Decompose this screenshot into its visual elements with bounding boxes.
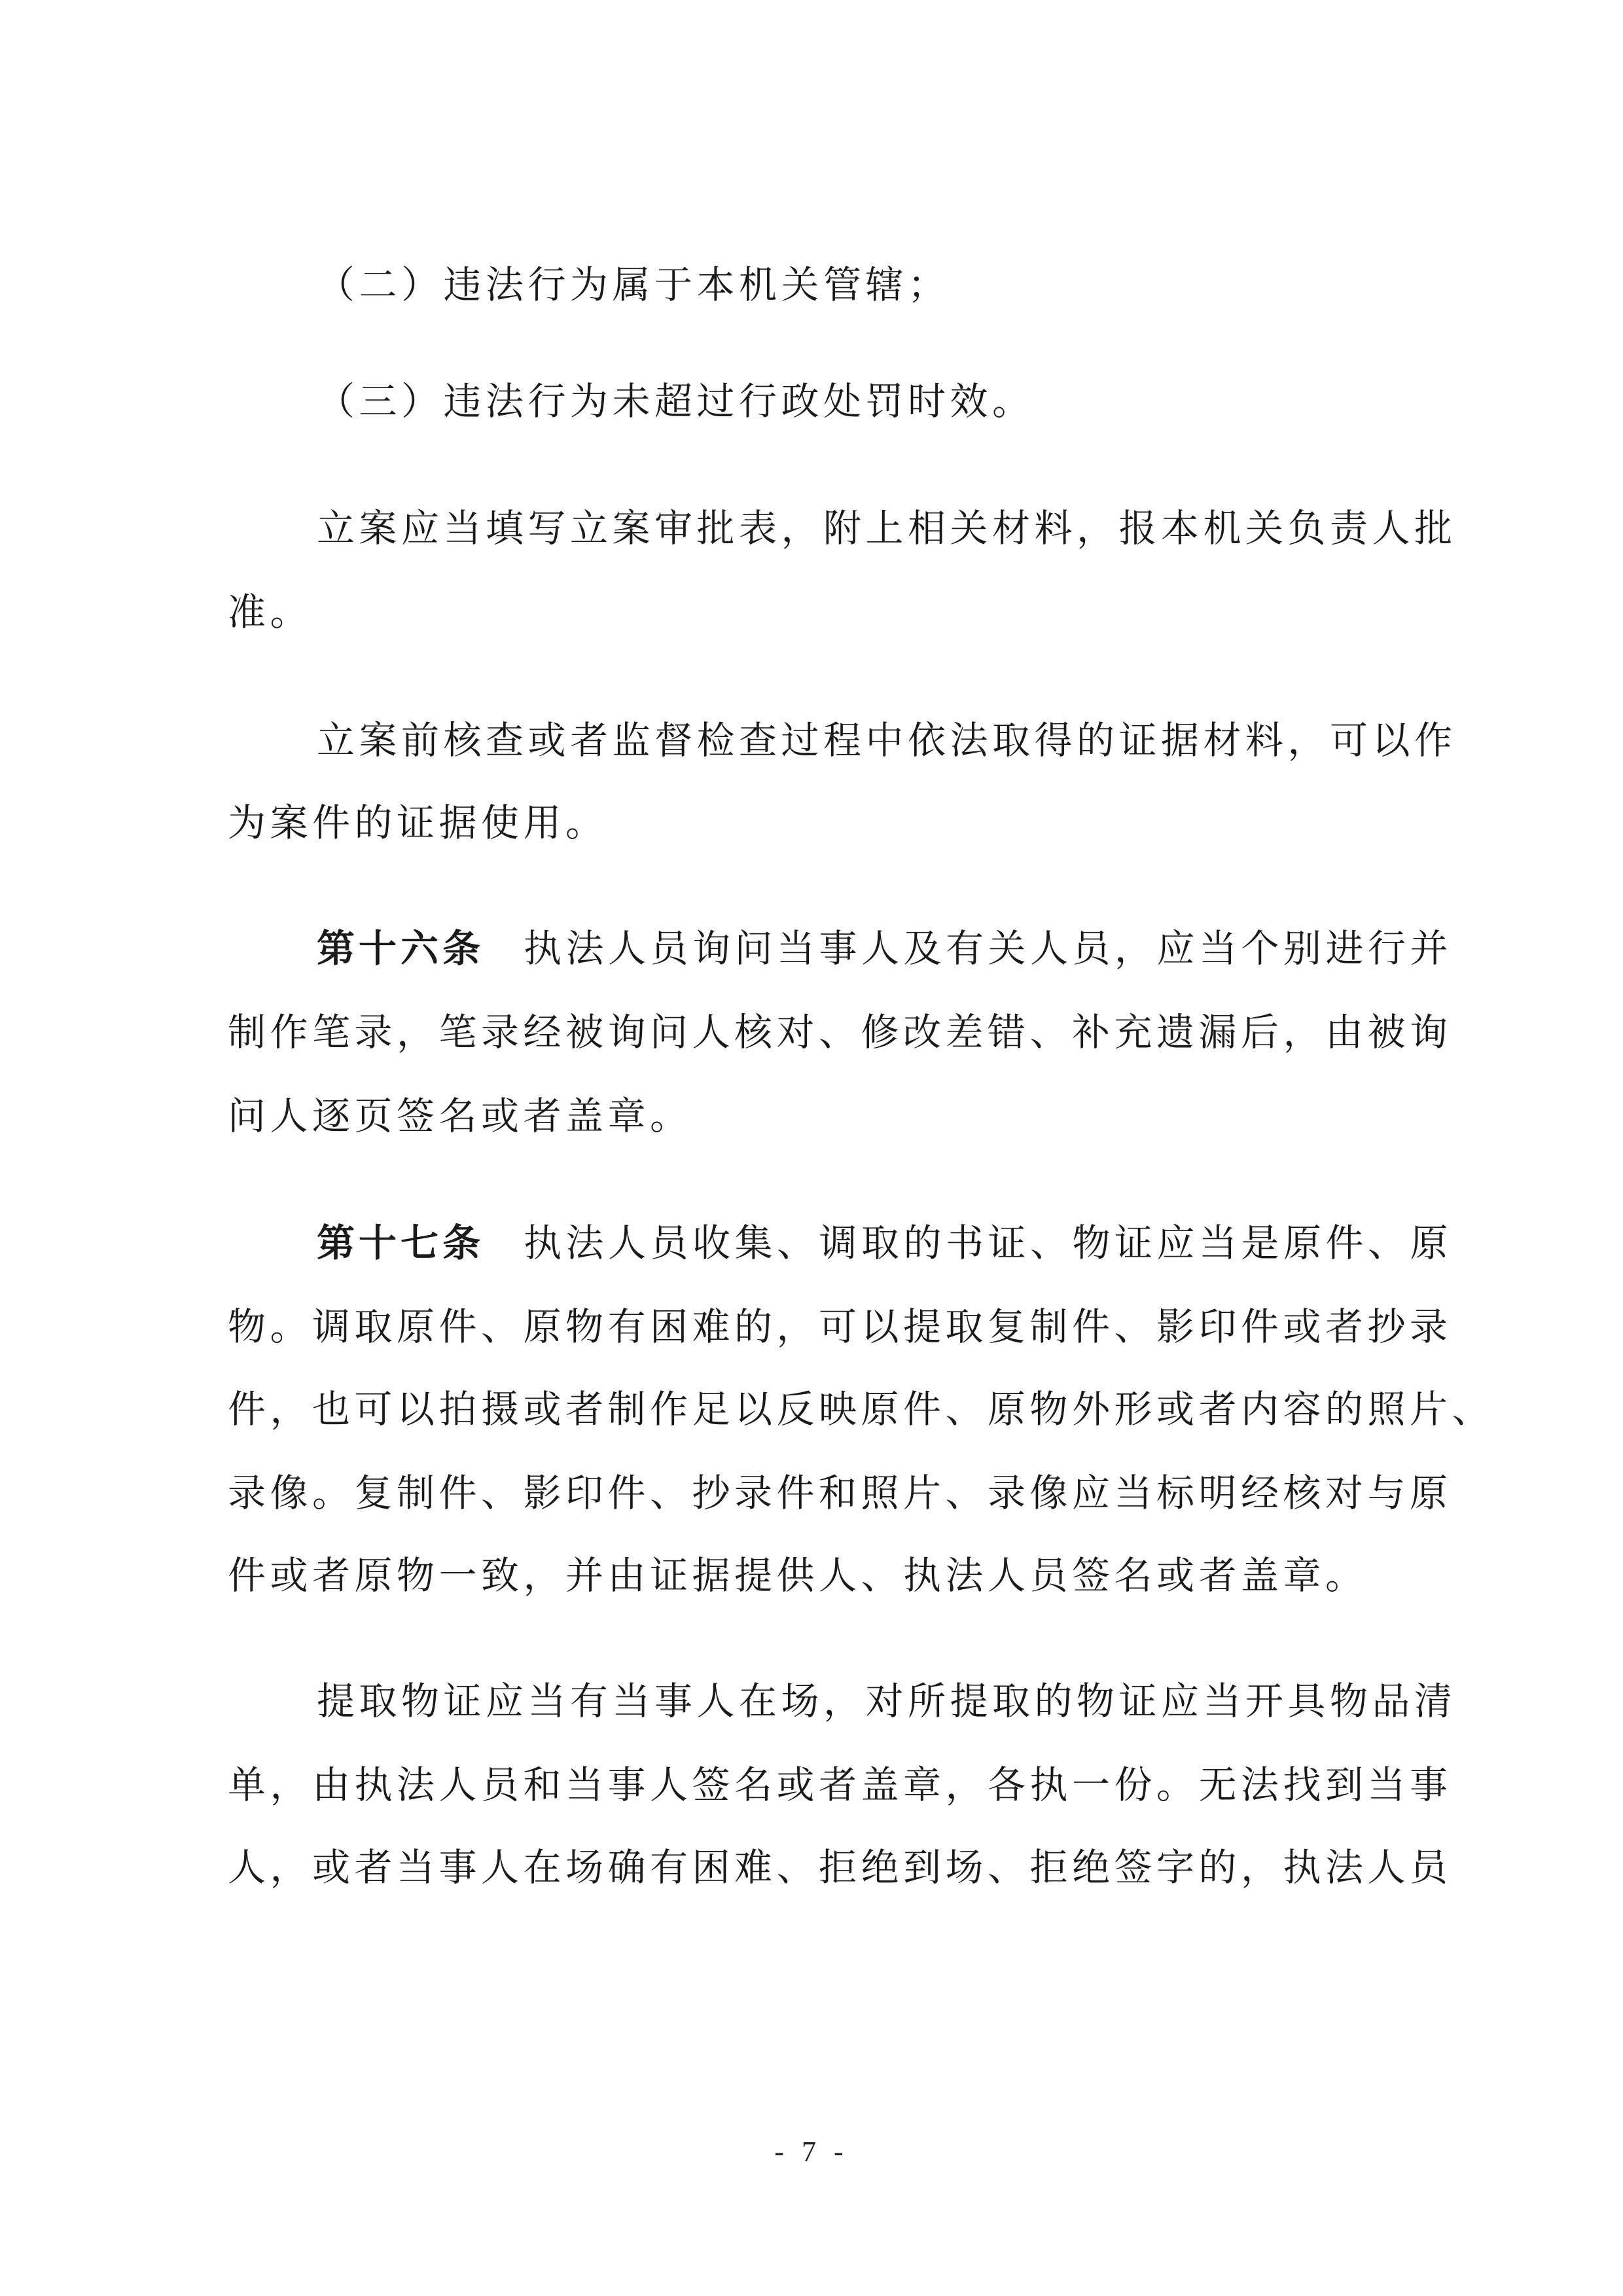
article-17-heading: 第十七条 — [317, 1221, 485, 1265]
article-17-line-1 — [317, 1220, 1453, 1266]
article-17-line-5: 件或者原物一致，并由证据提供人、执法人员签名或者盖章。 — [228, 1553, 1368, 1598]
physical-evidence-line-3: 人，或者当事人在场确有困难、拒绝到场、拒绝签字的，执法人员 — [228, 1845, 1452, 1890]
page-number: - 7 - — [774, 2136, 849, 2168]
physical-evidence-line-2: 单，由执法人员和当事人签名或者盖章，各执一份。无法找到当事 — [228, 1763, 1452, 1807]
article-16-line-1 — [317, 925, 1453, 971]
article-16-text: 执法人员询问当事人及有关人员，应当个别进行并 — [524, 926, 1453, 971]
evidence-paragraph-line-1: 立案前核查或者监督检查过程中依法取得的证据材料，可以作 — [317, 718, 1457, 762]
article-16-line-2: 制作笔录，笔录经被询问人核对、修改差错、补充遗漏后，由被询 — [228, 1010, 1452, 1054]
article-17-line-3: 件，也可以拍摄或者制作足以反映原件、原物外形或者内容的照片、 — [228, 1387, 1495, 1431]
filing-paragraph-line-2: 准。 — [228, 590, 313, 634]
evidence-paragraph-line-2: 为案件的证据使用。 — [228, 800, 608, 845]
article-16-heading: 第十六条 — [317, 926, 485, 971]
physical-evidence-line-1: 提取物证应当有当事人在场，对所提取的物证应当开具物品清 — [317, 1679, 1457, 1723]
clause-2: （二）违法行为属于本机关管辖； — [317, 262, 950, 307]
article-16-line-3: 问人逐页签名或者盖章。 — [228, 1094, 692, 1138]
article-17-line-2: 物。调取原件、原物有困难的，可以提取复制件、影印件或者抄录 — [228, 1304, 1452, 1349]
article-17-text: 执法人员收集、调取的书证、物证应当是原件、原 — [524, 1221, 1453, 1265]
article-17-line-4: 录像。复制件、影印件、抄录件和照片、录像应当标明经核对与原 — [228, 1471, 1452, 1515]
clause-3: （三）违法行为未超过行政处罚时效。 — [317, 379, 1035, 423]
filing-paragraph-line-1: 立案应当填写立案审批表，附上相关材料，报本机关负责人批 — [317, 506, 1457, 550]
